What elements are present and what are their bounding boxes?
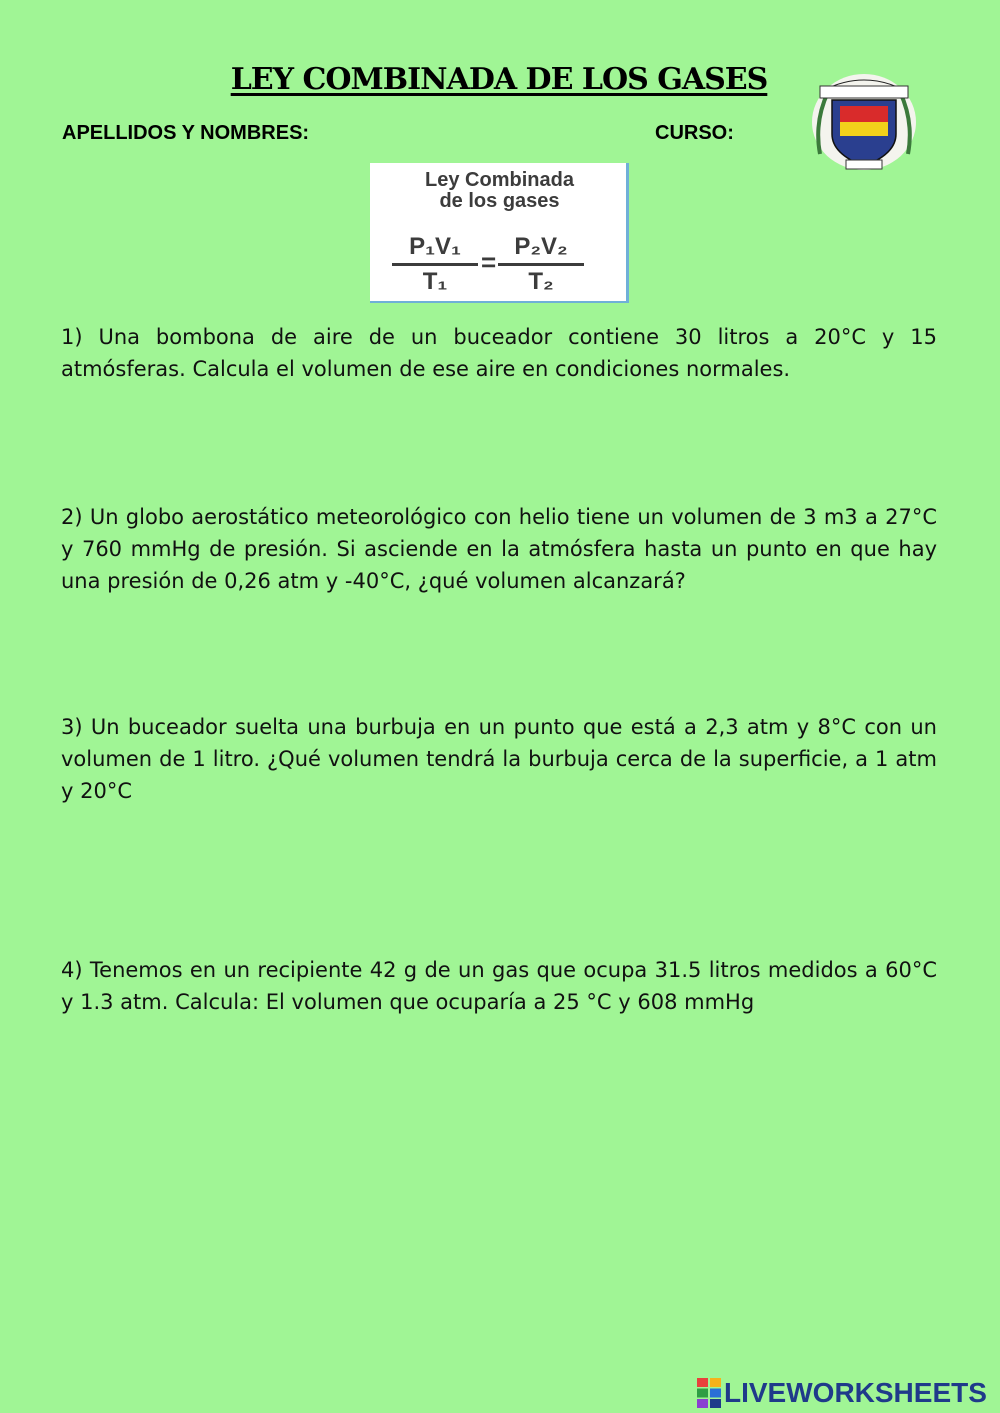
problem-2: 2) Un globo aerostático meteorológico con helio tiene un volumen de 3 m3 a 27°C y 760 mmHg de presión. Si asciende en la atmósfera hasta un punto en que hay una presión de 0,26 atm y -40°C, ¿qué volumen alcanzará? <box>61 505 937 593</box>
school-logo <box>810 72 918 172</box>
liveworksheets-brand: LIVEWORKSHEETS <box>724 1377 987 1408</box>
formula-right-fraction <box>498 233 584 295</box>
liveworksheets-logo-icon <box>697 1378 721 1408</box>
formula-left-fraction <box>392 233 478 295</box>
formula-equals-sign: = <box>481 247 497 277</box>
problem-3: 3) Un buceador suelta una burbuja en un punto que está a 2,3 atm y 8°C con un volumen de 1 litro. ¿Qué volumen tendrá la burbuja cerca de la superficie, a 1 atm y 20°C <box>61 715 937 803</box>
formula-title-line1: Ley Combinada <box>425 169 574 191</box>
problem-4: 4) Tenemos en un recipiente 42 g de un gas que ocupa 31.5 litros medidos a 60°C y 1.3 atm. Calcula: El volumen que ocuparía a 25 °C y 608 mmHg <box>61 958 937 1014</box>
formula-right-numerator: P₂V₂ <box>514 233 568 260</box>
combined-gas-law-formula <box>370 163 629 303</box>
liveworksheets-watermark <box>697 1376 987 1410</box>
course-label: CURSO: <box>655 122 734 144</box>
name-label: APELLIDOS Y NOMBRES: <box>62 122 310 144</box>
formula-left-numerator: P₁V₁ <box>409 233 461 260</box>
formula-title-line2: de los gases <box>439 190 560 212</box>
formula-right-denominator: T₂ <box>528 268 554 295</box>
formula-left-denominator: T₁ <box>422 268 448 295</box>
formula-right-fraction-bar <box>498 263 584 266</box>
page-title: LEY COMBINADA DE LOS GASES <box>230 62 768 97</box>
formula-left-fraction-bar <box>392 263 478 266</box>
problem-1: 1) Una bombona de aire de un buceador contiene 30 litros a 20°C y 15 atmósferas. Calcula el volumen de ese aire en condiciones normales. <box>61 325 937 381</box>
